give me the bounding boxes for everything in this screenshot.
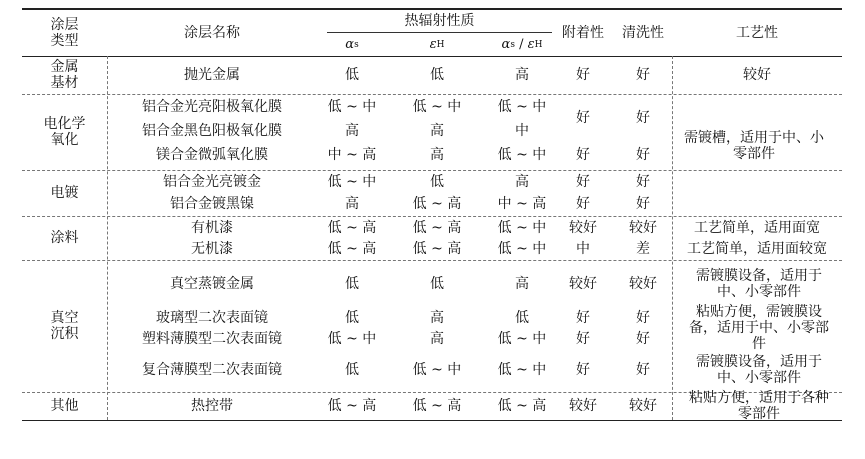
group-type-label: 真空 沉积 xyxy=(50,310,79,342)
epsilon-cell: 低 xyxy=(430,174,444,190)
epsilon-cell: 低 ~ 中 xyxy=(412,362,462,378)
epsilon-cell: 低 ~ 高 xyxy=(412,220,462,236)
ratio-cell: 中 ~ 高 xyxy=(497,196,547,212)
coating-name-cell: 铝合金光亮镀金 xyxy=(163,174,261,190)
epsilon-cell: 高 xyxy=(430,147,444,163)
alpha-cell: 低 ~ 高 xyxy=(327,398,377,414)
group-divider xyxy=(22,170,842,171)
cleaning-cell: 好 xyxy=(636,331,650,347)
adhesion-cell: 较好 xyxy=(569,220,597,236)
coating-name-cell: 铝合金光亮阳极氧化膜 xyxy=(142,99,282,115)
epsilon-cell: 高 xyxy=(430,331,444,347)
epsilon-cell: 低 ~ 中 xyxy=(412,99,462,115)
header-process: 工艺性 xyxy=(736,25,778,41)
epsilon-cell: 低 ~ 高 xyxy=(412,241,462,257)
adhesion-cell: 好 xyxy=(576,67,590,83)
cleaning-cell: 较好 xyxy=(629,398,657,414)
cleaning-cell: 差 xyxy=(636,241,650,257)
epsilon-cell: 高 xyxy=(430,310,444,326)
group-divider xyxy=(22,94,842,95)
cleaning-cell: 好 xyxy=(636,196,650,212)
group-divider xyxy=(22,260,842,261)
coating-name-cell: 抛光金属 xyxy=(184,67,240,83)
adhesion-cell: 好 xyxy=(576,147,590,163)
coating-name-cell: 真空蒸镀金属 xyxy=(170,276,254,292)
coating-name-cell: 有机漆 xyxy=(191,220,233,236)
ratio-cell: 低 ~ 中 xyxy=(497,362,547,378)
adhesion-cell: 好 xyxy=(576,174,590,190)
epsilon-cell: 低 ~ 高 xyxy=(412,196,462,212)
alpha-cell: 低 ~ 中 xyxy=(327,174,377,190)
adhesion-cell: 好 xyxy=(576,310,590,326)
coating-name-cell: 镁合金微弧氧化膜 xyxy=(156,147,268,163)
adhesion-cell: 较好 xyxy=(569,398,597,414)
header-coating-type: 涂层 类型 xyxy=(50,17,79,49)
adhesion-cell: 好 xyxy=(576,362,590,378)
header-alpha: α s xyxy=(345,37,359,52)
adhesion-cell: 较好 xyxy=(569,276,597,292)
coating-name-cell: 铝合金黑色阳极氧化膜 xyxy=(142,123,282,139)
adhesion-cell: 中 xyxy=(576,241,590,257)
alpha-cell: 高 xyxy=(345,196,359,212)
group-type-label: 涂料 xyxy=(50,230,79,246)
adhesion-cell: 好 xyxy=(576,110,590,126)
alpha-cell: 低 xyxy=(345,310,359,326)
thermal-props-underline xyxy=(327,32,552,33)
coating-table xyxy=(22,8,842,420)
epsilon-cell: 低 ~ 高 xyxy=(412,398,462,414)
coating-name-cell: 铝合金镀黑镍 xyxy=(170,196,254,212)
process-cell: 需镀槽，适用于中、小零部件 xyxy=(684,130,824,162)
coating-name-cell: 玻璃型二次表面镜 xyxy=(156,310,268,326)
process-cell: 粘贴方便，需镀膜设备，适用于中、小零部件 xyxy=(689,304,829,352)
group-type-label: 其他 xyxy=(50,398,79,414)
epsilon-cell: 高 xyxy=(430,123,444,139)
ratio-cell: 低 ~ 中 xyxy=(497,99,547,115)
alpha-cell: 低 ~ 高 xyxy=(327,220,377,236)
epsilon-cell: 低 xyxy=(430,67,444,83)
ratio-cell: 低 ~ 中 xyxy=(497,147,547,163)
alpha-cell: 低 ~ 高 xyxy=(327,241,377,257)
header-coating-name: 涂层名称 xyxy=(184,25,240,41)
process-cell: 需镀膜设备，适用于中、小零部件 xyxy=(696,354,822,386)
header-adhesion: 附着性 xyxy=(562,25,604,41)
group-type-label: 电镀 xyxy=(50,185,79,201)
process-cell: 粘贴方便，适用于各种零部件 xyxy=(689,390,829,422)
group-type-label: 金属 基材 xyxy=(50,59,79,91)
process-cell: 需镀膜设备，适用于中、小零部件 xyxy=(696,268,822,300)
group-divider xyxy=(22,216,842,217)
alpha-cell: 低 xyxy=(345,276,359,292)
ratio-cell: 低 ~ 中 xyxy=(497,220,547,236)
header-ratio: α s / ε H xyxy=(501,37,543,52)
alpha-cell: 低 ~ 中 xyxy=(327,99,377,115)
epsilon-cell: 低 xyxy=(430,276,444,292)
process-cell: 工艺简单，适用面较宽 xyxy=(687,241,827,257)
coating-name-cell: 复合薄膜型二次表面镜 xyxy=(142,362,282,378)
header-cleaning: 清洗性 xyxy=(622,25,664,41)
coating-name-cell: 塑料薄膜型二次表面镜 xyxy=(142,331,282,347)
ratio-cell: 低 ~ 中 xyxy=(497,331,547,347)
column-divider xyxy=(672,56,673,420)
alpha-cell: 低 xyxy=(345,67,359,83)
cleaning-cell: 好 xyxy=(636,110,650,126)
ratio-cell: 中 xyxy=(515,123,529,139)
alpha-cell: 高 xyxy=(345,123,359,139)
coating-name-cell: 热控带 xyxy=(191,398,233,414)
cleaning-cell: 好 xyxy=(636,147,650,163)
alpha-cell: 低 xyxy=(345,362,359,378)
process-cell: 工艺简单，适用面宽 xyxy=(694,220,820,236)
ratio-cell: 低 xyxy=(515,310,529,326)
ratio-cell: 低 ~ 高 xyxy=(497,398,547,414)
alpha-cell: 中 ~ 高 xyxy=(327,147,377,163)
adhesion-cell: 好 xyxy=(576,196,590,212)
ratio-cell: 低 ~ 中 xyxy=(497,241,547,257)
header-thermal-props: 热辐射性质 xyxy=(404,13,475,29)
cleaning-cell: 好 xyxy=(636,310,650,326)
group-type-label: 电化学 氧化 xyxy=(43,116,86,148)
coating-name-cell: 无机漆 xyxy=(191,241,233,257)
adhesion-cell: 好 xyxy=(576,331,590,347)
cleaning-cell: 较好 xyxy=(629,220,657,236)
header-epsilon: ε H xyxy=(429,37,445,52)
cleaning-cell: 好 xyxy=(636,362,650,378)
ratio-cell: 高 xyxy=(515,174,529,190)
cleaning-cell: 较好 xyxy=(629,276,657,292)
ratio-cell: 高 xyxy=(515,67,529,83)
alpha-cell: 低 ~ 中 xyxy=(327,331,377,347)
cleaning-cell: 好 xyxy=(636,174,650,190)
cleaning-cell: 好 xyxy=(636,67,650,83)
ratio-cell: 高 xyxy=(515,276,529,292)
process-cell: 较好 xyxy=(743,67,771,83)
